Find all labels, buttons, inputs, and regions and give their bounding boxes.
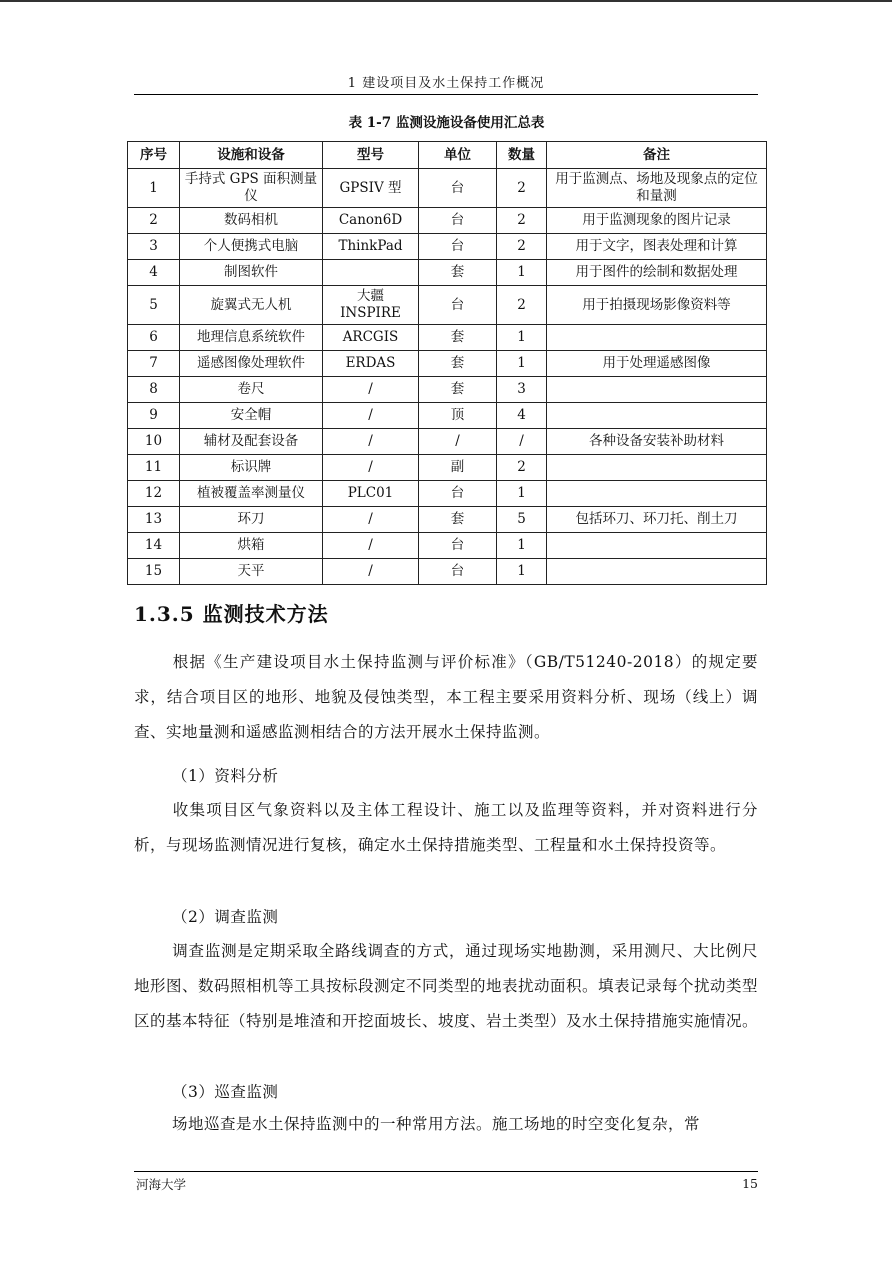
cell-index: 7 <box>128 351 180 377</box>
top-border <box>0 0 892 2</box>
cell-quantity: 1 <box>497 351 547 377</box>
cell-remarks: 用于图件的绘制和数据处理 <box>547 260 767 286</box>
cell-equipment: 地理信息系统软件 <box>180 325 323 351</box>
cell-remarks <box>547 455 767 481</box>
col-header-unit: 单位 <box>419 142 497 169</box>
cell-quantity: 4 <box>497 403 547 429</box>
cell-index: 5 <box>128 286 180 325</box>
cell-model: / <box>323 377 419 403</box>
cell-equipment: 数码相机 <box>180 208 323 234</box>
footer-rule <box>134 1171 758 1172</box>
cell-remarks: 用于拍摄现场影像资料等 <box>547 286 767 325</box>
col-header-index: 序号 <box>128 142 180 169</box>
table-row <box>128 377 767 403</box>
cell-unit: 台 <box>419 533 497 559</box>
cell-model: 大疆 INSPIRE <box>323 286 419 325</box>
cell-model: / <box>323 403 419 429</box>
subheading-patrol-monitoring: （3）巡查监测 <box>172 1083 279 1101</box>
table-body <box>128 169 767 585</box>
cell-quantity: 1 <box>497 481 547 507</box>
cell-unit: 套 <box>419 325 497 351</box>
table-row <box>128 455 767 481</box>
cell-equipment: 遥感图像处理软件 <box>180 351 323 377</box>
cell-unit: 台 <box>419 559 497 585</box>
cell-model: Canon6D <box>323 208 419 234</box>
cell-index: 6 <box>128 325 180 351</box>
cell-unit: 套 <box>419 377 497 403</box>
table-header-row <box>128 142 767 169</box>
equipment-table <box>127 141 767 585</box>
cell-equipment: 旋翼式无人机 <box>180 286 323 325</box>
data-analysis-text: 收集项目区气象资料以及主体工程设计、施工以及监理等资料，并对资料进行分析，与现场监测情况进行复核，确定水土保持措施类型、工程量和水土保持投资等。 <box>134 801 758 854</box>
cell-model: PLC01 <box>323 481 419 507</box>
intro-paragraph <box>134 645 758 750</box>
subheading-survey-monitoring: （2）调查监测 <box>172 908 279 926</box>
cell-unit: 套 <box>419 507 497 533</box>
table-row <box>128 208 767 234</box>
cell-quantity: 5 <box>497 507 547 533</box>
table-row <box>128 403 767 429</box>
cell-unit: 台 <box>419 286 497 325</box>
col-header-equipment: 设施和设备 <box>180 142 323 169</box>
intro-text: 根据《生产建设项目水土保持监测与评价标准》（GB/T51240-2018）的规定要求，结合项目区的地形、地貌及侵蚀类型，本工程主要采用资料分析、现场（线上）调查、实地量测和遥感监测相结合的方法开展水土保持监测。 <box>134 653 758 741</box>
cell-remarks: 用于监测点、场地及现象点的定位和量测 <box>547 169 767 208</box>
cell-model: ERDAS <box>323 351 419 377</box>
cell-remarks: 用于监测现象的图片记录 <box>547 208 767 234</box>
table-row <box>128 533 767 559</box>
cell-index: 4 <box>128 260 180 286</box>
cell-equipment: 卷尺 <box>180 377 323 403</box>
table-row <box>128 351 767 377</box>
cell-equipment: 天平 <box>180 559 323 585</box>
cell-model: GPSIV 型 <box>323 169 419 208</box>
cell-unit: 副 <box>419 455 497 481</box>
cell-unit: 顶 <box>419 403 497 429</box>
cell-equipment: 手持式 GPS 面积测量仪 <box>180 169 323 208</box>
cell-equipment: 烘箱 <box>180 533 323 559</box>
cell-equipment: 辅材及配套设备 <box>180 429 323 455</box>
patrol-monitoring-text: 场地巡查是水土保持监测中的一种常用方法。施工场地的时空变化复杂，常 <box>172 1115 701 1133</box>
cell-model: ThinkPad <box>323 234 419 260</box>
cell-quantity: 3 <box>497 377 547 403</box>
cell-equipment: 制图软件 <box>180 260 323 286</box>
cell-quantity: 2 <box>497 208 547 234</box>
cell-quantity: 2 <box>497 455 547 481</box>
cell-unit: 台 <box>419 234 497 260</box>
cell-unit: / <box>419 429 497 455</box>
cell-equipment: 个人便携式电脑 <box>180 234 323 260</box>
cell-index: 9 <box>128 403 180 429</box>
cell-quantity: 1 <box>497 260 547 286</box>
cell-remarks: 包括环刀、环刀托、削土刀 <box>547 507 767 533</box>
cell-index: 11 <box>128 455 180 481</box>
cell-model: / <box>323 429 419 455</box>
cell-index: 10 <box>128 429 180 455</box>
table-row <box>128 559 767 585</box>
survey-monitoring-text: 调查监测是定期采取全路线调查的方式，通过现场实地勘测，采用测尺、大比例尺地形图、数码照相机等工具按标段测定不同类型的地表扰动面积。填表记录每个扰动类型区的基本特征（特别是堆渣和开挖面坡长、坡度、岩土类型）及水土保持措施实施情况。 <box>134 942 759 1030</box>
cell-quantity: 1 <box>497 325 547 351</box>
header-rule <box>134 94 758 95</box>
cell-unit: 台 <box>419 169 497 208</box>
cell-remarks <box>547 533 767 559</box>
cell-unit: 套 <box>419 260 497 286</box>
cell-index: 1 <box>128 169 180 208</box>
cell-model: / <box>323 559 419 585</box>
cell-index: 13 <box>128 507 180 533</box>
table-row <box>128 507 767 533</box>
section-heading: 1.3.5 监测技术方法 <box>134 602 329 626</box>
cell-quantity: 1 <box>497 559 547 585</box>
table-row <box>128 260 767 286</box>
col-header-model: 型号 <box>323 142 419 169</box>
cell-equipment: 标识牌 <box>180 455 323 481</box>
page-number: 15 <box>742 1176 758 1191</box>
cell-unit: 台 <box>419 481 497 507</box>
table-row <box>128 325 767 351</box>
table-caption: 表 1-7 监测设施设备使用汇总表 <box>348 115 545 131</box>
cell-index: 3 <box>128 234 180 260</box>
footer-institution: 河海大学 <box>136 1177 187 1192</box>
table-row <box>128 286 767 325</box>
cell-model: / <box>323 533 419 559</box>
survey-monitoring-paragraph <box>134 934 758 1039</box>
table-row <box>128 234 767 260</box>
cell-quantity: / <box>497 429 547 455</box>
data-analysis-paragraph <box>134 793 758 863</box>
cell-index: 8 <box>128 377 180 403</box>
cell-equipment: 植被覆盖率测量仪 <box>180 481 323 507</box>
cell-quantity: 2 <box>497 286 547 325</box>
cell-remarks <box>547 403 767 429</box>
cell-remarks <box>547 559 767 585</box>
table-row <box>128 169 767 208</box>
cell-equipment: 环刀 <box>180 507 323 533</box>
cell-unit: 台 <box>419 208 497 234</box>
cell-remarks <box>547 325 767 351</box>
table-row <box>128 429 767 455</box>
table-row <box>128 481 767 507</box>
cell-model: ARCGIS <box>323 325 419 351</box>
patrol-monitoring-paragraph <box>134 1107 758 1142</box>
subheading-data-analysis: （1）资料分析 <box>172 767 279 785</box>
cell-index: 14 <box>128 533 180 559</box>
cell-model: / <box>323 507 419 533</box>
cell-quantity: 2 <box>497 234 547 260</box>
col-header-quantity: 数量 <box>497 142 547 169</box>
cell-remarks: 各种设备安装补助材料 <box>547 429 767 455</box>
cell-model: / <box>323 455 419 481</box>
cell-quantity: 1 <box>497 533 547 559</box>
cell-model <box>323 260 419 286</box>
cell-remarks <box>547 377 767 403</box>
cell-quantity: 2 <box>497 169 547 208</box>
cell-equipment: 安全帽 <box>180 403 323 429</box>
cell-remarks: 用于文字，图表处理和计算 <box>547 234 767 260</box>
cell-index: 2 <box>128 208 180 234</box>
col-header-remarks: 备注 <box>547 142 767 169</box>
cell-index: 12 <box>128 481 180 507</box>
cell-remarks: 用于处理遥感图像 <box>547 351 767 377</box>
cell-unit: 套 <box>419 351 497 377</box>
cell-remarks <box>547 481 767 507</box>
cell-index: 15 <box>128 559 180 585</box>
running-header: 1 建设项目及水土保持工作概况 <box>347 76 545 91</box>
